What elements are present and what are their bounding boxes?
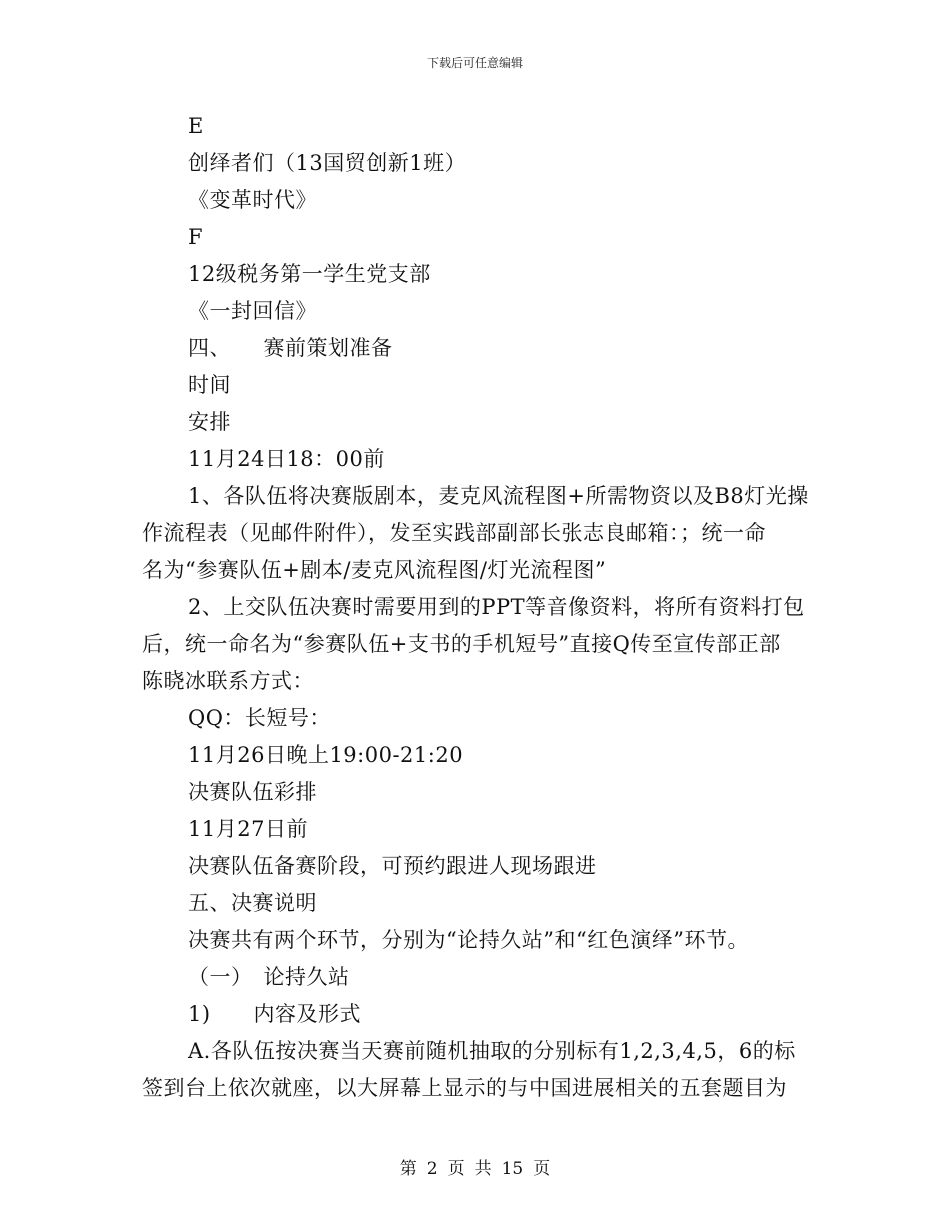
text-line: 《一封回信》 [188,299,317,323]
text-line: QQ：长短号： [188,706,331,730]
text-line: F [188,225,204,249]
text-line: 12级税务第一学生党支部 [188,262,431,286]
text-line: 名为“参赛队伍+剧本/麦克风流程图/灯光流程图” [142,558,607,582]
text-line: 创绎者们（13国贸创新1班） [188,151,467,175]
text-line: 陈晓冰联系方式： [142,669,314,693]
subsection-heading: （一） 论持久站 [188,965,350,989]
text-line: 决赛队伍彩排 [188,780,317,804]
page-footer [0,1154,950,1179]
total-pages: 15 [501,1159,524,1179]
section-heading: 四、 赛前策划准备 [188,336,393,360]
total-label: 共 [474,1159,492,1179]
page-unit: 页 [447,1159,465,1179]
text-line: 签到台上依次就座，以大屏幕上显示的与中国进展相关的五套题目为 [142,1076,787,1100]
section-heading: 五、决赛说明 [188,891,317,915]
page-header: 下载后可任意编辑 [426,56,523,70]
text-line: 1、各队伍将决赛版剧本，麦克风流程图+所需物资以及B8灯光操 [188,484,809,508]
page-label: 第 [399,1159,417,1179]
text-line: A.各队伍按决赛当天赛前随机抽取的分别标有1,2,3,4,5，6的标 [188,1039,796,1063]
text-line: E [188,114,204,138]
text-line: 11月27日前 [188,817,308,841]
text-line: 决赛队伍备赛阶段，可预约跟进人现场跟进 [188,854,597,878]
text-line: 《变革时代》 [188,188,317,212]
text-line: 11月24日18：00前 [188,447,385,471]
text-line: 作流程表（见邮件附件），发至实践部副部长张志良邮箱：；统一命 [142,521,766,545]
page-number: 2 [426,1159,438,1179]
text-line: 2、上交队伍决赛时需要用到的PPT等音像资料，将所有资料打包 [188,595,805,619]
text-line: 时间 [188,373,231,397]
total-unit: 页 [533,1159,551,1179]
text-line: 1) 内容及形式 [188,1002,362,1026]
text-line: 决赛共有两个环节，分别为“论持久站”和“红色演绎”环节。 [188,928,749,952]
text-line: 安排 [188,410,231,434]
text-line: 11月26日晚上19:00-21:20 [188,743,464,767]
text-line: 后，统一命名为“参赛队伍+支书的手机短号”直接Q传至宣传部正部 [142,632,781,656]
